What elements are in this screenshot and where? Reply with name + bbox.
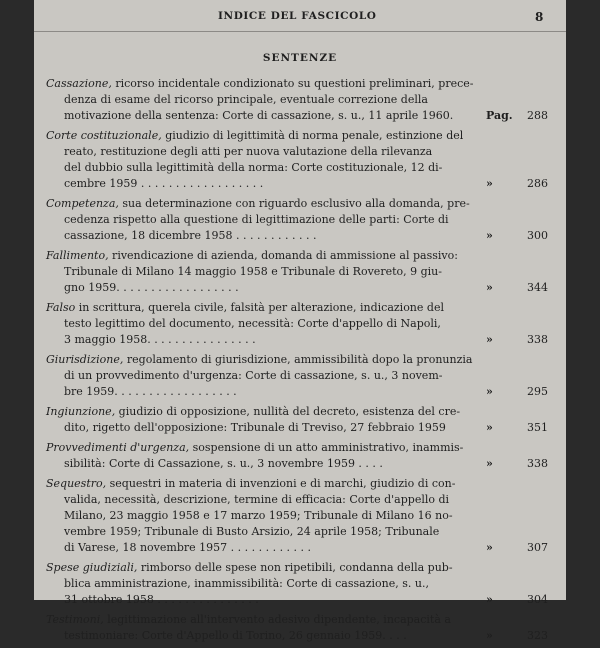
entry-line-text: del dubbio sulla legittimità della norma: Corte costituzionale, 12 di- <box>64 161 443 174</box>
header-rule <box>34 31 566 32</box>
entry-keyword: Ingiunzione, <box>46 405 116 418</box>
entry-line-text: sibilità: Corte di Cassazione, s. u., 3 novembre 1959 . . . . <box>64 457 383 470</box>
page-reference-label: » <box>486 593 493 606</box>
index-entry <box>46 76 556 124</box>
page-reference <box>486 176 556 192</box>
entry-keyword: Giurisdizione, <box>46 353 124 366</box>
entry-line-text: legittimazione all'intervento adesivo dipendente, incapacità a <box>103 613 451 626</box>
entry-line-text: valida, necessità, descrizione, termine di efficacia: Corte d'appello di <box>64 493 450 506</box>
page-reference-label: » <box>486 421 493 434</box>
entry-line-text: motivazione della sentenza: Corte di cassazione, s. u., 11 aprile 1960. <box>64 109 454 122</box>
entry-line-text: rivendicazione di azienda, domanda di ammissione al passivo: <box>108 249 458 262</box>
page-reference-number: 304 <box>527 593 548 606</box>
entry-line-text: testimoniare: Corte d'Appello di Torino, 26 gennaio 1959. . . . <box>64 629 407 642</box>
page-reference-number: 307 <box>527 541 548 554</box>
entry-keyword: Falso <box>46 301 76 314</box>
entry-line <box>46 248 486 264</box>
page-reference-number: 344 <box>527 281 548 294</box>
page-number: 8 <box>535 10 544 24</box>
book-page <box>34 0 566 642</box>
entry-text <box>46 128 486 192</box>
page-reference-number: 338 <box>527 333 548 346</box>
page-reference <box>486 540 556 556</box>
entry-keyword: Testimoni, <box>46 613 104 626</box>
entry-keyword: Cassazione, <box>46 77 112 90</box>
entry-keyword: Sequestro, <box>46 477 107 490</box>
entry-line <box>46 524 486 540</box>
entry-text <box>46 560 486 608</box>
entry-line <box>46 576 486 592</box>
page-reference-label: » <box>486 385 493 398</box>
entry-line <box>46 540 486 556</box>
entry-text <box>46 476 486 556</box>
index-entry <box>46 476 556 556</box>
entry-line <box>46 228 486 244</box>
entry-line-text: denza di esame del ricorso principale, eventuale correzione della <box>64 93 428 106</box>
page-reference <box>486 384 556 400</box>
index-entry <box>46 612 556 644</box>
index-entry <box>46 196 556 244</box>
index-entry <box>46 404 556 436</box>
entry-line-text: Milano, 23 maggio 1958 e 17 marzo 1959; Tribunale di Milano 16 no- <box>64 509 453 522</box>
page-reference-label: » <box>486 457 493 470</box>
entry-keyword: Competenza, <box>46 197 119 210</box>
entry-line-text: sua determinazione con riguardo esclusivo alla domanda, pre- <box>118 197 470 210</box>
index-entries <box>46 76 556 648</box>
entry-keyword: Corte costituzionale, <box>46 129 162 142</box>
entry-line <box>46 476 486 492</box>
entry-line <box>46 144 486 160</box>
page-reference <box>486 420 556 436</box>
page-reference-number: 300 <box>527 229 548 242</box>
entry-line <box>46 508 486 524</box>
entry-line <box>46 264 486 280</box>
entry-text <box>46 76 486 124</box>
page-reference <box>486 332 556 348</box>
page-reference <box>486 108 556 124</box>
entry-line-text: rimborso delle spese non ripetibili, condanna della pub- <box>137 561 453 574</box>
entry-line <box>46 160 486 176</box>
page-reference-label: » <box>486 177 493 190</box>
page-reference-number: 288 <box>527 109 548 122</box>
entry-line-text: Tribunale di Milano 14 maggio 1958 e Tribunale di Rovereto, 9 giu- <box>64 265 442 278</box>
entry-line-text: 31 ottobre 1958 . . . . . . . . . . . . . . . <box>64 593 259 606</box>
page-reference-label: » <box>486 229 493 242</box>
page-reference-label: Pag. <box>486 109 513 122</box>
entry-line-text: blica amministrazione, inammissibilità: Corte di cassazione, s. u., <box>64 577 429 590</box>
entry-line <box>46 108 486 124</box>
page-reference-number: 295 <box>527 385 548 398</box>
page-reference <box>486 280 556 296</box>
page-reference <box>486 228 556 244</box>
page-reference-label: » <box>486 333 493 346</box>
index-entry <box>46 128 556 192</box>
page-reference-label: » <box>486 281 493 294</box>
entry-line-text: testo legittimo del documento, necessità: Corte d'appello di Napoli, <box>64 317 441 330</box>
entry-line-text: cassazione, 18 dicembre 1958 . . . . . . . . . . . . <box>64 229 317 242</box>
entry-line <box>46 196 486 212</box>
entry-keyword: Spese giudiziali, <box>46 561 138 574</box>
entry-line <box>46 76 486 92</box>
entry-line-text: gno 1959. . . . . . . . . . . . . . . . . . <box>64 281 239 294</box>
entry-line <box>46 440 486 456</box>
page-reference-label: » <box>486 541 493 554</box>
entry-text <box>46 612 486 644</box>
entry-line <box>46 92 486 108</box>
entry-line <box>46 628 486 644</box>
entry-line <box>46 592 486 608</box>
page-header <box>34 10 566 26</box>
page-reference-number: 351 <box>527 421 548 434</box>
entry-line-text: dito, rigetto dell'opposizione: Tribunale di Treviso, 27 febbraio 1959 <box>64 421 446 434</box>
page-reference <box>486 628 556 644</box>
index-entry <box>46 440 556 472</box>
entry-line <box>46 420 486 436</box>
page-reference <box>486 592 556 608</box>
entry-line <box>46 560 486 576</box>
entry-line <box>46 368 486 384</box>
entry-line <box>46 492 486 508</box>
index-entry <box>46 560 556 608</box>
entry-line-text: in scrittura, querela civile, falsità per alterazione, indicazione del <box>75 301 444 314</box>
entry-line <box>46 176 486 192</box>
entry-line-text: sospensione di un atto amministrativo, inammis- <box>189 441 464 454</box>
entry-line-text: sequestri in materia di invenzioni e di marchi, giudizio di con- <box>106 477 456 490</box>
entry-line <box>46 352 486 368</box>
entry-line <box>46 456 486 472</box>
page-reference-label: » <box>486 629 493 642</box>
index-entry <box>46 248 556 296</box>
entry-line-text: bre 1959. . . . . . . . . . . . . . . . . . <box>64 385 237 398</box>
index-entry <box>46 300 556 348</box>
entry-line <box>46 384 486 400</box>
page-reference-number: 286 <box>527 177 548 190</box>
entry-line-text: giudizio di opposizione, nullità del decreto, esistenza del cre- <box>115 405 461 418</box>
running-head: INDICE DEL FASCICOLO <box>218 10 377 22</box>
entry-line <box>46 332 486 348</box>
entry-line <box>46 300 486 316</box>
page-reference-number: 323 <box>527 629 548 642</box>
entry-line-text: di Varese, 18 novembre 1957 . . . . . . . . . . . . <box>64 541 312 554</box>
entry-text <box>46 248 486 296</box>
entry-line <box>46 280 486 296</box>
entry-line <box>46 316 486 332</box>
entry-line-text: ricorso incidentale condizionato su questioni preliminari, prece- <box>111 77 474 90</box>
section-title: SENTENZE <box>262 52 338 64</box>
entry-line <box>46 128 486 144</box>
entry-line <box>46 212 486 228</box>
entry-keyword: Provvedimenti d'urgenza, <box>46 441 190 454</box>
entry-line-text: 3 maggio 1958. . . . . . . . . . . . . . . . <box>64 333 256 346</box>
entry-line-text: vembre 1959; Tribunale di Busto Arsizio, 24 aprile 1958; Tribunale <box>64 525 440 538</box>
page-reference <box>486 456 556 472</box>
entry-line-text: cembre 1959 . . . . . . . . . . . . . . . . . . <box>64 177 264 190</box>
entry-text <box>46 440 486 472</box>
entry-line <box>46 404 486 420</box>
entry-text <box>46 352 486 400</box>
entry-line-text: di un provvedimento d'urgenza: Corte di cassazione, s. u., 3 novem- <box>64 369 443 382</box>
entry-text <box>46 196 486 244</box>
entry-line-text: reato, restituzione degli atti per nuova valutazione della rilevanza <box>64 145 433 158</box>
entry-keyword: Fallimento, <box>46 249 109 262</box>
page-reference-number: 338 <box>527 457 548 470</box>
entry-line <box>46 612 486 628</box>
entry-text <box>46 404 486 436</box>
entry-line-text: cedenza rispetto alla questione di legittimazione delle parti: Corte di <box>64 213 449 226</box>
entry-line-text: regolamento di giurisdizione, ammissibilità dopo la pronunzia <box>123 353 473 366</box>
entry-line-text: giudizio di legittimità di norma penale, estinzione del <box>161 129 464 142</box>
index-entry <box>46 352 556 400</box>
entry-text <box>46 300 486 348</box>
